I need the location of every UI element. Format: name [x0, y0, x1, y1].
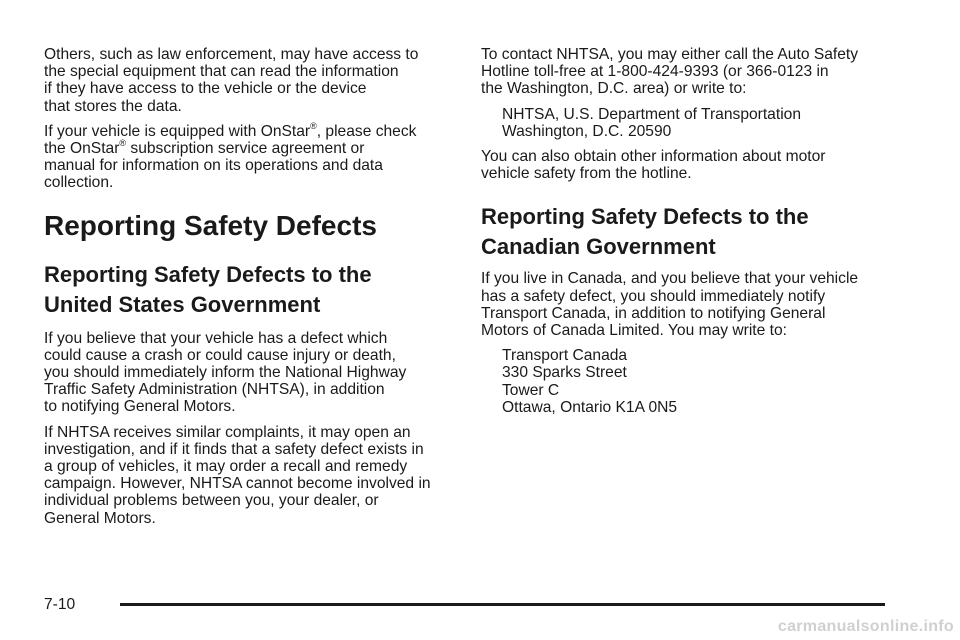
paragraph-data-access: Others, such as law enforcement, may have access to the special equipment that can read the information if they have access to the vehicle or the device that stores the data.: [44, 46, 419, 115]
footer-rule: [120, 603, 885, 606]
address-nhtsa: NHTSA, U.S. Department of Transportation Washington, D.C. 20590: [502, 105, 801, 140]
subheading-us-government: Reporting Safety Defects to the United States Government: [44, 261, 372, 317]
onstar-text-3: subscription service agreement or manual for information on its operations and data collection.: [44, 140, 383, 192]
registered-mark: ®: [310, 120, 317, 131]
paragraph-hotline-info: You can also obtain other information about motor vehicle safety from the hotline.: [481, 148, 826, 183]
onstar-text-2: , please check the OnStar: [44, 122, 417, 158]
paragraph-contact-nhtsa: To contact NHTSA, you may either call the Auto Safety Hotline toll-free at 1-800-424-9393 (or 366-0123 in the Washington, D.C. area) or write to:: [481, 46, 859, 98]
subheading-canadian-government: Reporting Safety Defects to the Canadian Government: [481, 204, 809, 260]
right-column: [481, 46, 901, 424]
paragraph-nhtsa-investigation: If NHTSA receives similar complaints, it may open an investigation, and if it finds that a safety defect exists in a group of vehicles, it may order a recall and remedy campaign. However, NHTSA cannot become involved in individual problems between you, your dealer, or General Motors.: [44, 423, 431, 527]
section-heading-reporting-safety-defects: Reporting Safety Defects: [44, 209, 377, 241]
onstar-text-1: If your vehicle is equipped with OnStar: [44, 122, 311, 140]
address-transport-canada: Transport Canada 330 Sparks Street Tower C Ottawa, Ontario K1A 0N5: [502, 347, 678, 416]
left-column: [44, 46, 456, 535]
registered-mark: ®: [119, 137, 127, 148]
paragraph-notify-transport-canada: If you live in Canada, and you believe that your vehicle has a safety defect, you should immediately notify Transport Canada, in addition to notifying General Motors of Canada Limited. You may write to:: [481, 270, 859, 340]
page-number: 7-10: [44, 596, 76, 613]
paragraph-inform-nhtsa: If you believe that your vehicle has a defect which could cause a crash or could cause injury or death, you should immediately inform the National Highway Traffic Safety Administration (NHTSA), in addition to notifying General Motors.: [44, 329, 407, 416]
paragraph-onstar: [44, 120, 456, 192]
watermark: carmanualsonline.info: [777, 618, 954, 635]
